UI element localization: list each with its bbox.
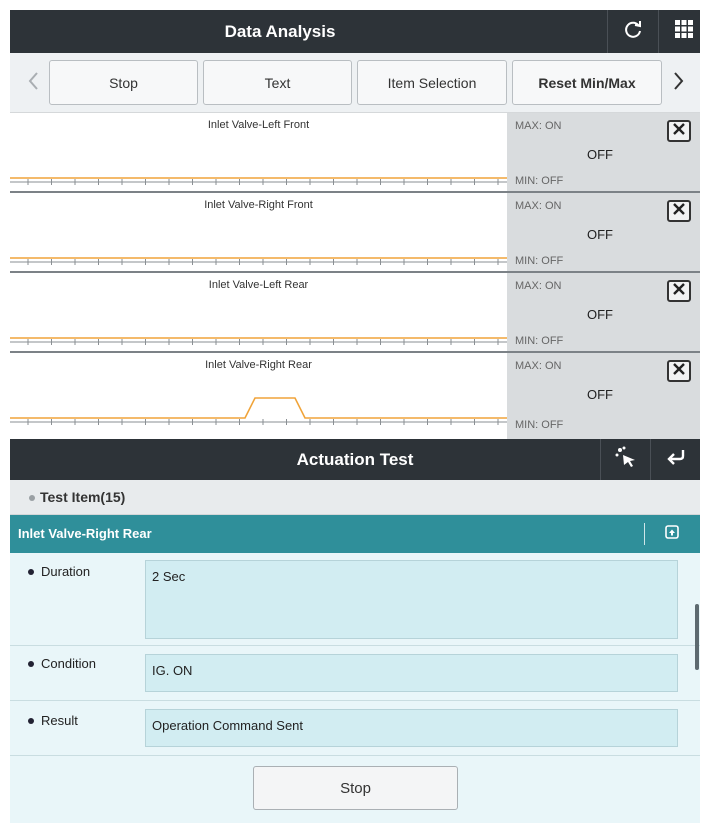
graph-row — [10, 353, 700, 439]
pointer-button[interactable] — [600, 439, 650, 480]
min-value: MIN: OFF — [515, 335, 564, 347]
signal-graph — [10, 273, 507, 351]
remove-graph-button[interactable] — [667, 200, 691, 222]
divider — [644, 523, 645, 545]
current-value: OFF — [587, 227, 613, 242]
collapse-up-icon — [665, 525, 679, 544]
bullet-icon — [28, 661, 34, 667]
actuation-header — [10, 439, 700, 480]
graph-row — [10, 113, 700, 193]
close-icon — [673, 202, 685, 220]
toolbar-next-button[interactable] — [662, 63, 696, 103]
back-button[interactable] — [650, 439, 700, 480]
max-value: MAX: ON — [515, 280, 562, 292]
min-value: MIN: OFF — [515, 255, 564, 267]
toolbar-prev-button[interactable] — [16, 63, 50, 103]
refresh-button[interactable] — [607, 10, 657, 53]
scrollbar[interactable] — [695, 604, 699, 670]
app-header — [10, 10, 700, 53]
close-icon — [673, 282, 685, 300]
pointer-icon — [614, 446, 638, 473]
min-value: MIN: OFF — [515, 419, 564, 431]
page-title: Data Analysis — [224, 22, 336, 41]
graph-value-panel — [507, 353, 700, 439]
bullet-icon — [28, 569, 34, 575]
detail-row-duration — [10, 553, 700, 646]
stop-actuation-button[interactable]: Stop — [253, 766, 458, 810]
detail-row-condition — [10, 646, 700, 701]
signal-graph — [10, 113, 507, 191]
condition-value: IG. ON — [145, 654, 678, 692]
remove-graph-button[interactable] — [667, 360, 691, 382]
test-item-bar[interactable] — [10, 480, 700, 515]
min-value: MIN: OFF — [515, 175, 564, 187]
text-view-button[interactable]: Text — [203, 60, 352, 105]
signal-graph — [10, 193, 507, 271]
remove-graph-button[interactable] — [667, 120, 691, 142]
chevron-right-icon — [673, 71, 685, 96]
grid-menu-icon — [675, 20, 693, 43]
return-arrow-icon — [666, 448, 686, 471]
graph-value-panel — [507, 193, 700, 271]
refresh-icon — [622, 18, 644, 45]
graph-title: Inlet Valve-Left Front — [207, 119, 310, 131]
duration-value: 2 Sec — [145, 560, 678, 639]
selected-item-bar[interactable] — [10, 515, 700, 553]
graph-title: Inlet Valve-Right Front — [204, 199, 313, 211]
actuation-title: Actuation Test — [296, 450, 414, 469]
max-value: MAX: ON — [515, 120, 562, 132]
signal-graph — [10, 353, 507, 431]
result-value: Operation Command Sent — [145, 709, 678, 747]
reset-min-max-button[interactable]: Reset Min/Max — [512, 60, 662, 105]
detail-row-result — [10, 701, 700, 756]
graph-title: Inlet Valve-Right Rear — [205, 359, 312, 371]
close-icon — [673, 122, 685, 140]
current-value: OFF — [587, 387, 613, 402]
duration-label: Duration — [41, 564, 91, 579]
test-item-count: Test Item(15) — [40, 489, 126, 505]
chevron-left-icon — [27, 71, 39, 96]
item-selection-button[interactable]: Item Selection — [357, 60, 507, 105]
toolbar — [10, 53, 700, 113]
signal-line — [10, 398, 507, 418]
graph-value-panel — [507, 273, 700, 351]
bullet-icon — [29, 495, 35, 501]
graph-row — [10, 273, 700, 353]
graph-row — [10, 193, 700, 273]
close-icon — [673, 362, 685, 380]
selected-item-label: Inlet Valve-Right Rear — [18, 526, 152, 541]
condition-label: Condition — [41, 656, 96, 671]
stop-record-button[interactable]: Stop — [49, 60, 198, 105]
graph-value-panel — [507, 113, 700, 191]
grid-menu-button[interactable] — [658, 10, 708, 53]
max-value: MAX: ON — [515, 360, 562, 372]
current-value: OFF — [587, 307, 613, 322]
remove-graph-button[interactable] — [667, 280, 691, 302]
max-value: MAX: ON — [515, 200, 562, 212]
result-label: Result — [41, 713, 78, 728]
bullet-icon — [28, 718, 34, 724]
graph-title: Inlet Valve-Left Rear — [208, 279, 309, 291]
collapse-button[interactable] — [662, 524, 682, 544]
current-value: OFF — [587, 147, 613, 162]
